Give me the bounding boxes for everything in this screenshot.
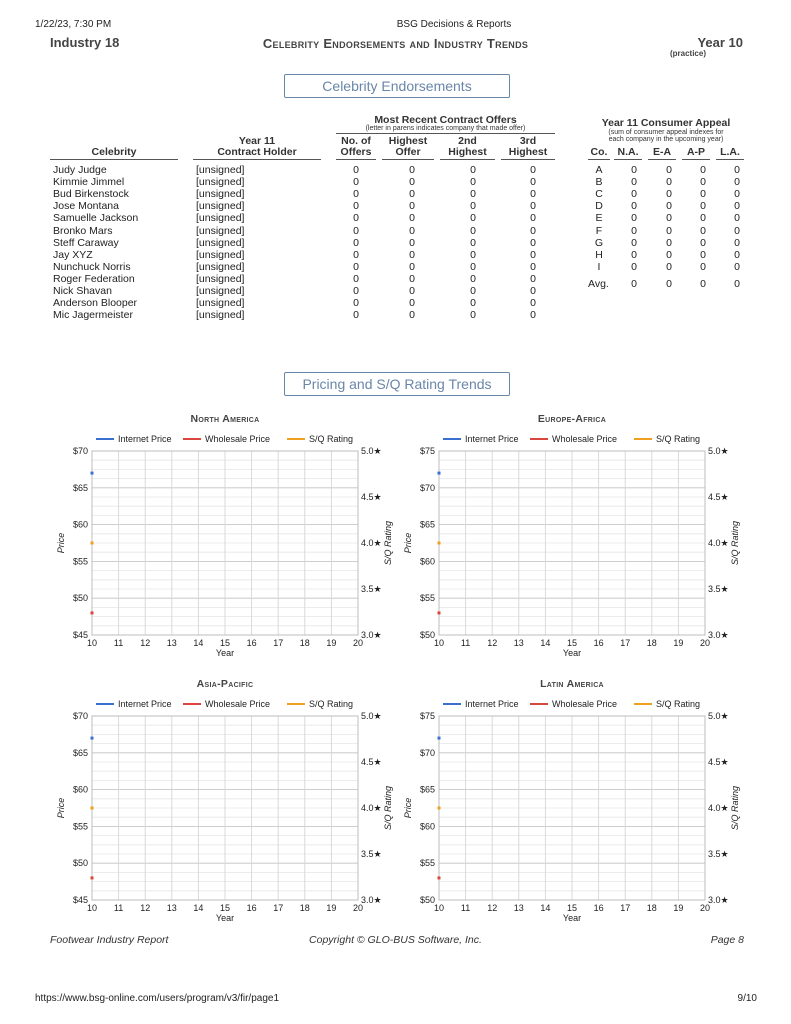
y-axis-label: Price — [403, 532, 413, 554]
x-tick-label: 18 — [299, 903, 310, 913]
offers-count: 0 — [353, 260, 359, 273]
appeal-ap: 0 — [700, 236, 706, 249]
x-tick-label: 15 — [566, 638, 578, 648]
industry-label: Industry 18 — [50, 35, 120, 50]
appeal-la: 0 — [734, 188, 740, 201]
contract-holder: [unsigned] — [196, 224, 245, 237]
highest-offer: 0 — [409, 309, 415, 322]
highest-offer: 0 — [409, 164, 415, 176]
y-tick-label: $70 — [72, 446, 88, 456]
y-tick-label: $65 — [72, 747, 88, 758]
second-highest: 0 — [470, 212, 476, 225]
y2-tick-label: 4.0★ — [708, 538, 729, 548]
contract-holder: [unsigned] — [196, 164, 245, 176]
chart-grid — [439, 451, 705, 635]
y2-tick-label: 3.0★ — [361, 895, 382, 905]
appeal-company: G — [594, 236, 604, 249]
appeal-la: 0 — [734, 236, 740, 249]
col-third-line2: Highest — [501, 147, 555, 160]
y-tick-label: $60 — [72, 519, 88, 530]
x-tick-label: 11 — [113, 638, 124, 648]
appeal-avg-ea: 0 — [666, 278, 672, 290]
offers-count: 0 — [353, 309, 359, 322]
chart-grid — [439, 716, 705, 900]
second-highest: 0 — [470, 260, 476, 273]
second-highest: 0 — [470, 224, 476, 237]
y-tick-label: $65 — [72, 482, 88, 493]
appeal-company: F — [595, 224, 603, 237]
x-tick-label: 19 — [326, 903, 337, 913]
highest-offer: 0 — [409, 260, 415, 273]
appeal-ea: 0 — [666, 260, 672, 273]
col-holder-line1: Year 11 — [238, 135, 276, 147]
section-pricing-trends: Pricing and S/Q Rating Trends — [284, 372, 510, 396]
contract-holder: [unsigned] — [196, 176, 245, 189]
appeal-la: 0 — [734, 176, 740, 189]
footer-report-name: Footwear Industry Report — [50, 934, 169, 946]
y-tick-label: $70 — [419, 482, 435, 493]
offers-group-title: Most Recent Contract Offers — [374, 114, 517, 126]
offers-count: 0 — [353, 297, 359, 310]
x-tick-label: 17 — [620, 638, 631, 648]
legend-label: Internet Price — [465, 699, 519, 709]
appeal-col-la: L.A. — [716, 147, 744, 160]
celebrity-name: Bronko Mars — [53, 224, 113, 237]
x-tick-label: 16 — [593, 903, 604, 913]
appeal-company: I — [597, 260, 601, 273]
x-tick-label: 17 — [273, 903, 284, 913]
appeal-company: B — [595, 176, 603, 189]
appeal-company: E — [595, 212, 603, 225]
legend-label: Wholesale Price — [552, 699, 618, 709]
appeal-la: 0 — [734, 200, 740, 213]
appeal-la: 0 — [734, 164, 740, 176]
offers-count: 0 — [353, 224, 359, 237]
page-title: Celebrity Endorsements and Industry Trends — [262, 36, 529, 51]
legend-label: Wholesale Price — [205, 699, 271, 709]
highest-offer: 0 — [409, 297, 415, 310]
col-holder-line2: Contract Holder — [193, 147, 321, 160]
x-tick-label: 19 — [673, 903, 684, 913]
appeal-company: H — [595, 248, 603, 261]
print-page-count: 9/10 — [737, 993, 757, 1004]
celebrity-name: Steff Caraway — [53, 236, 119, 249]
legend-label: S/Q Rating — [656, 699, 701, 709]
legend-label: S/Q Rating — [309, 699, 354, 709]
appeal-note-line2: each company in the upcoming year) — [608, 136, 724, 143]
third-highest: 0 — [530, 236, 536, 249]
appeal-ea: 0 — [666, 176, 672, 189]
offers-count: 0 — [353, 188, 359, 201]
footer-page: Page 8 — [710, 934, 744, 946]
celebrity-name: Jay XYZ — [53, 248, 93, 261]
chart-grid — [92, 451, 358, 635]
second-highest: 0 — [470, 176, 476, 189]
second-highest: 0 — [470, 309, 476, 322]
appeal-col-co: Co. — [588, 147, 610, 160]
appeal-ea: 0 — [666, 188, 672, 201]
x-tick-label: 12 — [487, 903, 498, 913]
y2-tick-label: 3.0★ — [708, 630, 729, 640]
celebrity-name: Anderson Blooper — [53, 297, 138, 310]
y-axis-label: Price — [403, 797, 413, 819]
appeal-ea: 0 — [666, 248, 672, 261]
second-highest: 0 — [470, 164, 476, 176]
celebrity-name: Bud Birkenstock — [53, 188, 129, 201]
celebrity-name: Judy Judge — [53, 164, 107, 176]
celebrity-name: Jose Montana — [53, 200, 119, 213]
appeal-avg-label: Avg. — [588, 278, 609, 290]
second-highest: 0 — [470, 285, 476, 297]
second-highest: 0 — [470, 248, 476, 261]
y-tick-label: $75 — [419, 711, 435, 721]
x-tick-label: 14 — [540, 903, 551, 913]
x-tick-label: 19 — [326, 638, 337, 648]
third-highest: 0 — [530, 212, 536, 225]
y-tick-label: $45 — [72, 895, 88, 905]
y2-tick-label: 3.5★ — [708, 849, 729, 859]
x-tick-label: 17 — [273, 638, 284, 648]
y2-tick-label: 4.0★ — [708, 803, 729, 813]
x-tick-label: 20 — [699, 903, 711, 913]
x-axis-label: Year — [562, 648, 582, 658]
appeal-la: 0 — [734, 248, 740, 261]
highest-offer: 0 — [409, 188, 415, 201]
celebrity-name: Kimmie Jimmel — [53, 176, 125, 189]
x-axis-label: Year — [215, 913, 235, 923]
y-tick-label: $50 — [419, 630, 435, 640]
appeal-ea: 0 — [666, 212, 672, 225]
legend-label: Wholesale Price — [552, 434, 618, 444]
appeal-ap: 0 — [700, 224, 706, 237]
price-chart — [397, 408, 742, 668]
x-tick-label: 13 — [513, 903, 524, 913]
appeal-company: D — [595, 200, 603, 213]
offers-count: 0 — [353, 176, 359, 189]
y-tick-label: $55 — [72, 556, 88, 567]
appeal-ap: 0 — [700, 176, 706, 189]
third-highest: 0 — [530, 188, 536, 201]
contract-holder: [unsigned] — [196, 248, 245, 261]
second-highest: 0 — [470, 200, 476, 213]
appeal-ea: 0 — [666, 164, 672, 176]
appeal-ap: 0 — [700, 248, 706, 261]
appeal-note-line1: (sum of consumer appeal indexes for — [608, 129, 724, 136]
legend-label: S/Q Rating — [309, 434, 354, 444]
section-celebrity-endorsements: Celebrity Endorsements — [284, 74, 510, 98]
third-highest: 0 — [530, 224, 536, 237]
legend-label: Internet Price — [118, 699, 172, 709]
appeal-ea: 0 — [666, 224, 672, 237]
appeal-na: 0 — [631, 188, 637, 201]
appeal-na: 0 — [631, 200, 637, 213]
third-highest: 0 — [530, 285, 536, 297]
col-second-line1: 2nd — [458, 135, 477, 147]
offers-count: 0 — [353, 285, 359, 297]
third-highest: 0 — [530, 248, 536, 261]
x-tick-label: 20 — [352, 638, 364, 648]
x-tick-label: 16 — [246, 903, 257, 913]
chart-title: Europe-Africa — [537, 413, 607, 425]
col-highest-line1: Highest — [388, 135, 428, 147]
y2-tick-label: 4.5★ — [361, 492, 382, 502]
appeal-na: 0 — [631, 248, 637, 261]
appeal-ap: 0 — [700, 212, 706, 225]
y-tick-label: $70 — [72, 711, 88, 721]
appeal-avg-la: 0 — [734, 278, 740, 290]
footer-copyright: Copyright © GLO-BUS Software, Inc. — [309, 934, 482, 946]
x-tick-label: 17 — [620, 903, 631, 913]
offers-count: 0 — [353, 248, 359, 261]
x-tick-label: 20 — [699, 638, 711, 648]
col-second-line2: Highest — [440, 147, 495, 160]
contract-holder: [unsigned] — [196, 309, 245, 322]
celebrity-name: Samuelle Jackson — [53, 212, 139, 225]
x-tick-label: 18 — [646, 638, 657, 648]
y-tick-label: $70 — [419, 747, 435, 758]
x-axis-label: Year — [562, 913, 582, 923]
appeal-na: 0 — [631, 260, 637, 273]
contract-holder: [unsigned] — [196, 272, 245, 285]
x-tick-label: 11 — [460, 638, 471, 648]
x-tick-label: 16 — [246, 638, 257, 648]
highest-offer: 0 — [409, 248, 415, 261]
appeal-col-na: N.A. — [614, 147, 642, 160]
x-tick-label: 13 — [166, 903, 177, 913]
appeal-ea: 0 — [666, 236, 672, 249]
y-axis-label: Price — [56, 797, 66, 819]
celebrity-name: Mic Jagermeister — [53, 309, 133, 322]
y-tick-label: $60 — [72, 784, 88, 795]
contract-holder: [unsigned] — [196, 236, 245, 249]
y2-tick-label: 3.5★ — [361, 584, 382, 594]
x-tick-label: 18 — [646, 903, 657, 913]
col-offers-line2: Offers — [336, 147, 376, 160]
y2-tick-label: 5.0★ — [708, 711, 729, 721]
year-label: Year 10 — [697, 35, 743, 50]
legend-label: Internet Price — [465, 434, 519, 444]
appeal-avg-na: 0 — [631, 278, 637, 290]
y2-tick-label: 5.0★ — [361, 711, 382, 721]
x-tick-label: 14 — [193, 903, 204, 913]
legend-label: S/Q Rating — [656, 434, 701, 444]
contract-holder: [unsigned] — [196, 200, 245, 213]
legend-label: Wholesale Price — [205, 434, 271, 444]
x-tick-label: 20 — [352, 903, 364, 913]
y-tick-label: $50 — [72, 593, 88, 604]
highest-offer: 0 — [409, 272, 415, 285]
offers-group-rule — [336, 133, 555, 134]
contract-holder: [unsigned] — [196, 260, 245, 273]
y2-tick-label: 4.0★ — [361, 803, 382, 813]
appeal-na: 0 — [631, 212, 637, 225]
y-tick-label: $60 — [419, 821, 435, 832]
highest-offer: 0 — [409, 236, 415, 249]
third-highest: 0 — [530, 176, 536, 189]
x-tick-label: 10 — [433, 638, 445, 648]
second-highest: 0 — [470, 297, 476, 310]
offers-group-note: (letter in parens indicates company that made offer) — [365, 125, 526, 132]
contract-holder: [unsigned] — [196, 212, 245, 225]
appeal-company: C — [595, 188, 603, 201]
x-tick-label: 13 — [166, 638, 177, 648]
celebrity-name: Roger Federation — [53, 272, 135, 285]
price-chart — [50, 408, 395, 668]
x-tick-label: 11 — [113, 903, 124, 913]
x-tick-label: 10 — [86, 903, 98, 913]
x-tick-label: 15 — [219, 903, 231, 913]
appeal-na: 0 — [631, 164, 637, 176]
y-tick-label: $50 — [72, 858, 88, 869]
y-tick-label: $65 — [419, 784, 435, 795]
y-tick-label: $55 — [72, 821, 88, 832]
highest-offer: 0 — [409, 200, 415, 213]
third-highest: 0 — [530, 309, 536, 322]
x-tick-label: 12 — [487, 638, 498, 648]
appeal-ap: 0 — [700, 200, 706, 213]
col-third-line1: 3rd — [519, 135, 537, 147]
x-tick-label: 19 — [673, 638, 684, 648]
appeal-na: 0 — [631, 224, 637, 237]
second-highest: 0 — [470, 272, 476, 285]
appeal-avg-ap: 0 — [700, 278, 706, 290]
y2-tick-label: 3.0★ — [361, 630, 382, 640]
y-tick-label: $55 — [419, 593, 435, 604]
x-tick-label: 16 — [593, 638, 604, 648]
second-highest: 0 — [470, 236, 476, 249]
third-highest: 0 — [530, 260, 536, 273]
y-tick-label: $65 — [419, 519, 435, 530]
y-tick-label: $50 — [419, 895, 435, 905]
price-chart — [50, 673, 395, 933]
x-tick-label: 15 — [566, 903, 578, 913]
appeal-na: 0 — [631, 236, 637, 249]
chart-title: North America — [190, 413, 260, 425]
highest-offer: 0 — [409, 212, 415, 225]
contract-holder: [unsigned] — [196, 188, 245, 201]
price-chart — [397, 673, 742, 933]
offers-count: 0 — [353, 164, 359, 176]
second-highest: 0 — [470, 188, 476, 201]
appeal-ea: 0 — [666, 200, 672, 213]
appeal-col-ea: E-A — [648, 147, 676, 160]
print-datetime: 1/22/23, 7:30 PM — [35, 19, 112, 30]
y2-tick-label: 4.5★ — [708, 492, 729, 502]
appeal-na: 0 — [631, 176, 637, 189]
chart-title: Latin America — [540, 678, 604, 690]
highest-offer: 0 — [409, 224, 415, 237]
offers-count: 0 — [353, 200, 359, 213]
y-tick-label: $45 — [72, 630, 88, 640]
y2-axis-label: S/Q Rating — [383, 785, 393, 831]
practice-label: (practice) — [669, 49, 706, 58]
y2-axis-label: S/Q Rating — [383, 520, 393, 566]
chart-title: Asia-Pacific — [196, 678, 254, 690]
x-axis-label: Year — [215, 648, 235, 658]
contract-holder: [unsigned] — [196, 297, 245, 310]
y2-tick-label: 4.5★ — [708, 757, 729, 767]
appeal-la: 0 — [734, 224, 740, 237]
legend-label: Internet Price — [118, 434, 172, 444]
x-tick-label: 14 — [540, 638, 551, 648]
x-tick-label: 10 — [433, 903, 445, 913]
chart-grid — [92, 716, 358, 900]
appeal-ap: 0 — [700, 164, 706, 176]
highest-offer: 0 — [409, 176, 415, 189]
offers-count: 0 — [353, 236, 359, 249]
third-highest: 0 — [530, 297, 536, 310]
y2-tick-label: 5.0★ — [708, 446, 729, 456]
x-tick-label: 11 — [460, 903, 471, 913]
y-tick-label: $55 — [419, 858, 435, 869]
contract-holder: [unsigned] — [196, 285, 245, 297]
appeal-ap: 0 — [700, 188, 706, 201]
x-tick-label: 13 — [513, 638, 524, 648]
third-highest: 0 — [530, 272, 536, 285]
print-url: https://www.bsg-online.com/users/program/v3/fir/page1 — [35, 993, 279, 1004]
appeal-company: A — [595, 164, 603, 176]
col-celebrity: Celebrity — [50, 147, 178, 160]
appeal-col-ap: A-P — [682, 147, 710, 160]
y2-tick-label: 5.0★ — [361, 446, 382, 456]
y-tick-label: $75 — [419, 446, 435, 456]
y2-tick-label: 3.0★ — [708, 895, 729, 905]
appeal-la: 0 — [734, 260, 740, 273]
appeal-title: Year 11 Consumer Appeal — [601, 117, 731, 129]
print-app-title: BSG Decisions & Reports — [396, 19, 512, 30]
col-highest-line2: Offer — [382, 147, 434, 160]
appeal-la: 0 — [734, 212, 740, 225]
appeal-ap: 0 — [700, 260, 706, 273]
x-tick-label: 14 — [193, 638, 204, 648]
y-tick-label: $60 — [419, 556, 435, 567]
y2-tick-label: 4.5★ — [361, 757, 382, 767]
y2-axis-label: S/Q Rating — [730, 785, 740, 831]
y2-axis-label: S/Q Rating — [730, 520, 740, 566]
y2-tick-label: 3.5★ — [361, 849, 382, 859]
x-tick-label: 10 — [86, 638, 98, 648]
y-axis-label: Price — [56, 532, 66, 554]
y2-tick-label: 4.0★ — [361, 538, 382, 548]
x-tick-label: 12 — [140, 903, 151, 913]
x-tick-label: 18 — [299, 638, 310, 648]
celebrity-name: Nick Shavan — [53, 285, 112, 297]
offers-count: 0 — [353, 272, 359, 285]
col-offers-line1: No. of — [341, 135, 371, 147]
celebrity-name: Nunchuck Norris — [53, 260, 131, 273]
third-highest: 0 — [530, 200, 536, 213]
y2-tick-label: 3.5★ — [708, 584, 729, 594]
x-tick-label: 12 — [140, 638, 151, 648]
third-highest: 0 — [530, 164, 536, 176]
offers-count: 0 — [353, 212, 359, 225]
highest-offer: 0 — [409, 285, 415, 297]
x-tick-label: 15 — [219, 638, 231, 648]
